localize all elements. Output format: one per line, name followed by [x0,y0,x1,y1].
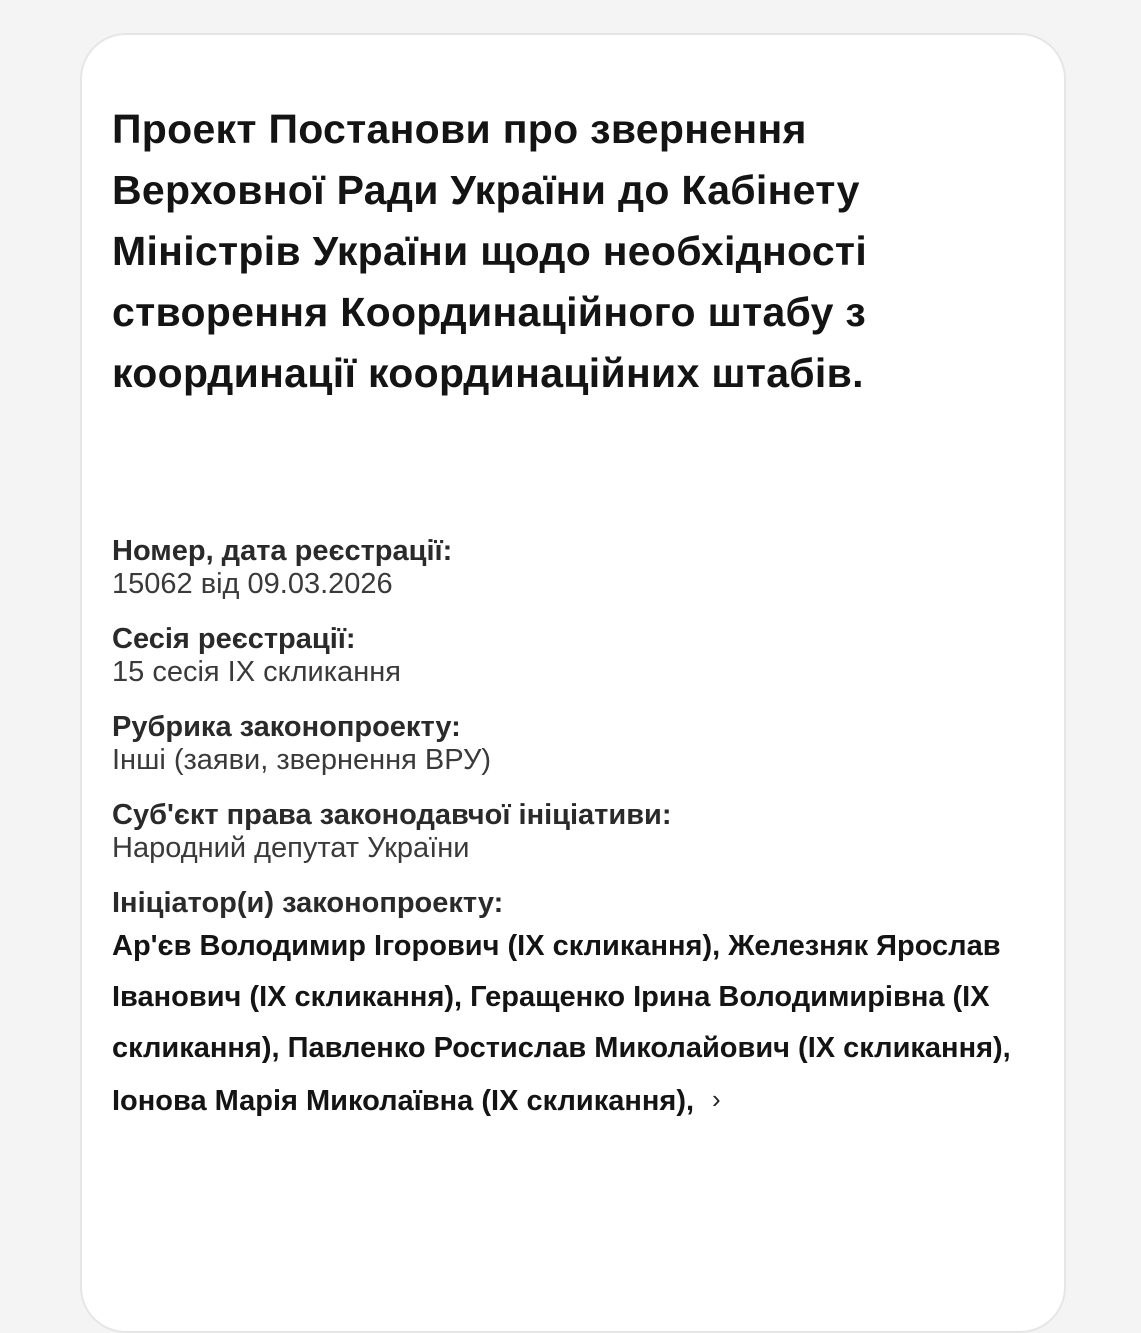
registration-label: Номер, дата реєстрації: [112,535,453,567]
session-field [112,623,1042,689]
bill-card [80,33,1066,1333]
initiators-field [112,887,1042,1127]
chevron-right-icon[interactable]: › [712,1084,721,1114]
rubric-field [112,711,1042,777]
subject-label: Суб'єкт права законодавчої ініціативи: [112,799,672,831]
subject-field [112,799,1042,865]
registration-field [112,535,1042,601]
session-value: 15 сесія IX скликання [112,656,401,688]
registration-value: 15062 від 09.03.2026 [112,568,393,600]
initiators-list[interactable] [112,921,1042,1127]
bill-details [112,535,1042,1149]
bill-title: Проект Постанови про звернення Верховної Ради України до Кабінету Міністрів України щодо необхідності створення Координаційного штабу з координації координаційних штабів. [112,106,868,396]
rubric-label: Рубрика законопроекту: [112,711,461,743]
initiators-label: Ініціатор(и) законопроекту: [112,887,504,919]
session-label: Сесія реєстрації: [112,623,356,655]
rubric-value: Інші (заяви, звернення ВРУ) [112,744,492,776]
subject-value: Народний депутат України [112,832,470,864]
initiators-text[interactable]: Ар'єв Володимир Ігорович (IX скликання), Железняк Ярослав Іванович (IX скликання), Геращенко Ірина Володимирівна (IX скликання), Павленко Ростислав Миколайович (IX скликання), Іонова Марія Миколаївна (IX скликання), [112,930,1011,1117]
